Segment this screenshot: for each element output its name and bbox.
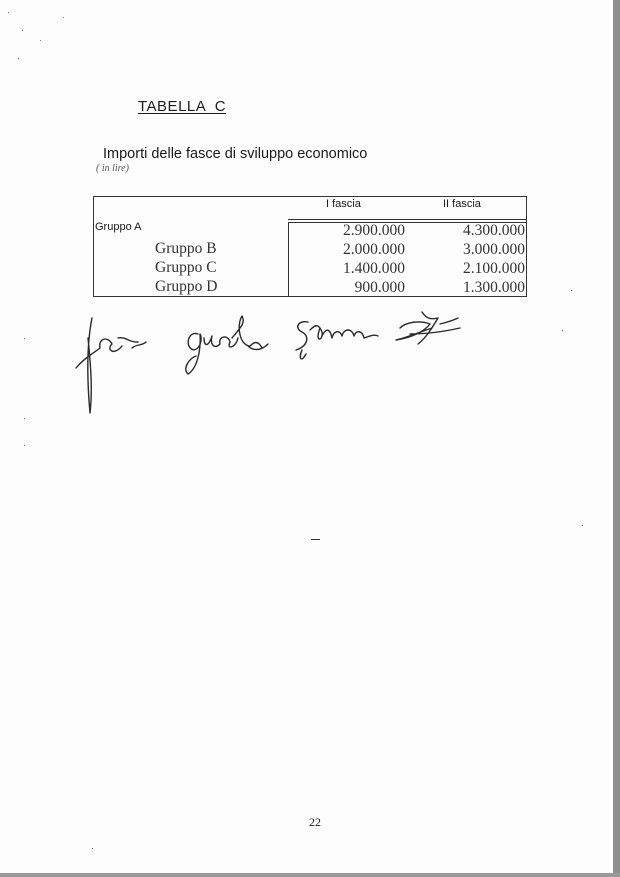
cell-gruppo-b-ii-fascia: 3.000.000 (463, 241, 525, 258)
cell-gruppo-b-i-fascia: 2.000.000 (343, 241, 405, 258)
unit-note: ( in lire) (96, 163, 129, 174)
row-label-gruppo-b: Gruppo B (155, 240, 217, 257)
signature-1 (76, 318, 146, 413)
row-label-gruppo-a: Gruppo A (95, 221, 142, 233)
signature-2 (186, 316, 268, 374)
cell-gruppo-d-ii-fascia: 1.300.000 (463, 279, 525, 296)
handwritten-signatures (70, 298, 480, 423)
cell-gruppo-d-i-fascia: 900.000 (354, 279, 405, 296)
cell-gruppo-c-ii-fascia: 2.100.000 (463, 260, 525, 277)
stray-mark (311, 539, 320, 540)
table-title: TABELLA C (138, 98, 227, 115)
column-header-ii-fascia: II fascia (443, 198, 481, 210)
scan-edge-right (613, 0, 620, 877)
signature-4 (396, 312, 460, 344)
cell-gruppo-a-i-fascia: 2.900.000 (343, 222, 405, 239)
column-header-i-fascia: I fascia (326, 198, 361, 210)
cell-gruppo-c-i-fascia: 1.400.000 (343, 260, 405, 277)
row-label-gruppo-d: Gruppo D (155, 278, 218, 295)
header-rule (288, 219, 527, 220)
table-subtitle: Importi delle fasce di sviluppo economico (103, 146, 368, 162)
signature-3 (296, 322, 378, 359)
cell-gruppo-a-ii-fascia: 4.300.000 (463, 222, 525, 239)
row-label-gruppo-c: Gruppo C (155, 259, 217, 276)
scan-edge-bottom (0, 873, 620, 877)
page-number: 22 (309, 815, 321, 829)
